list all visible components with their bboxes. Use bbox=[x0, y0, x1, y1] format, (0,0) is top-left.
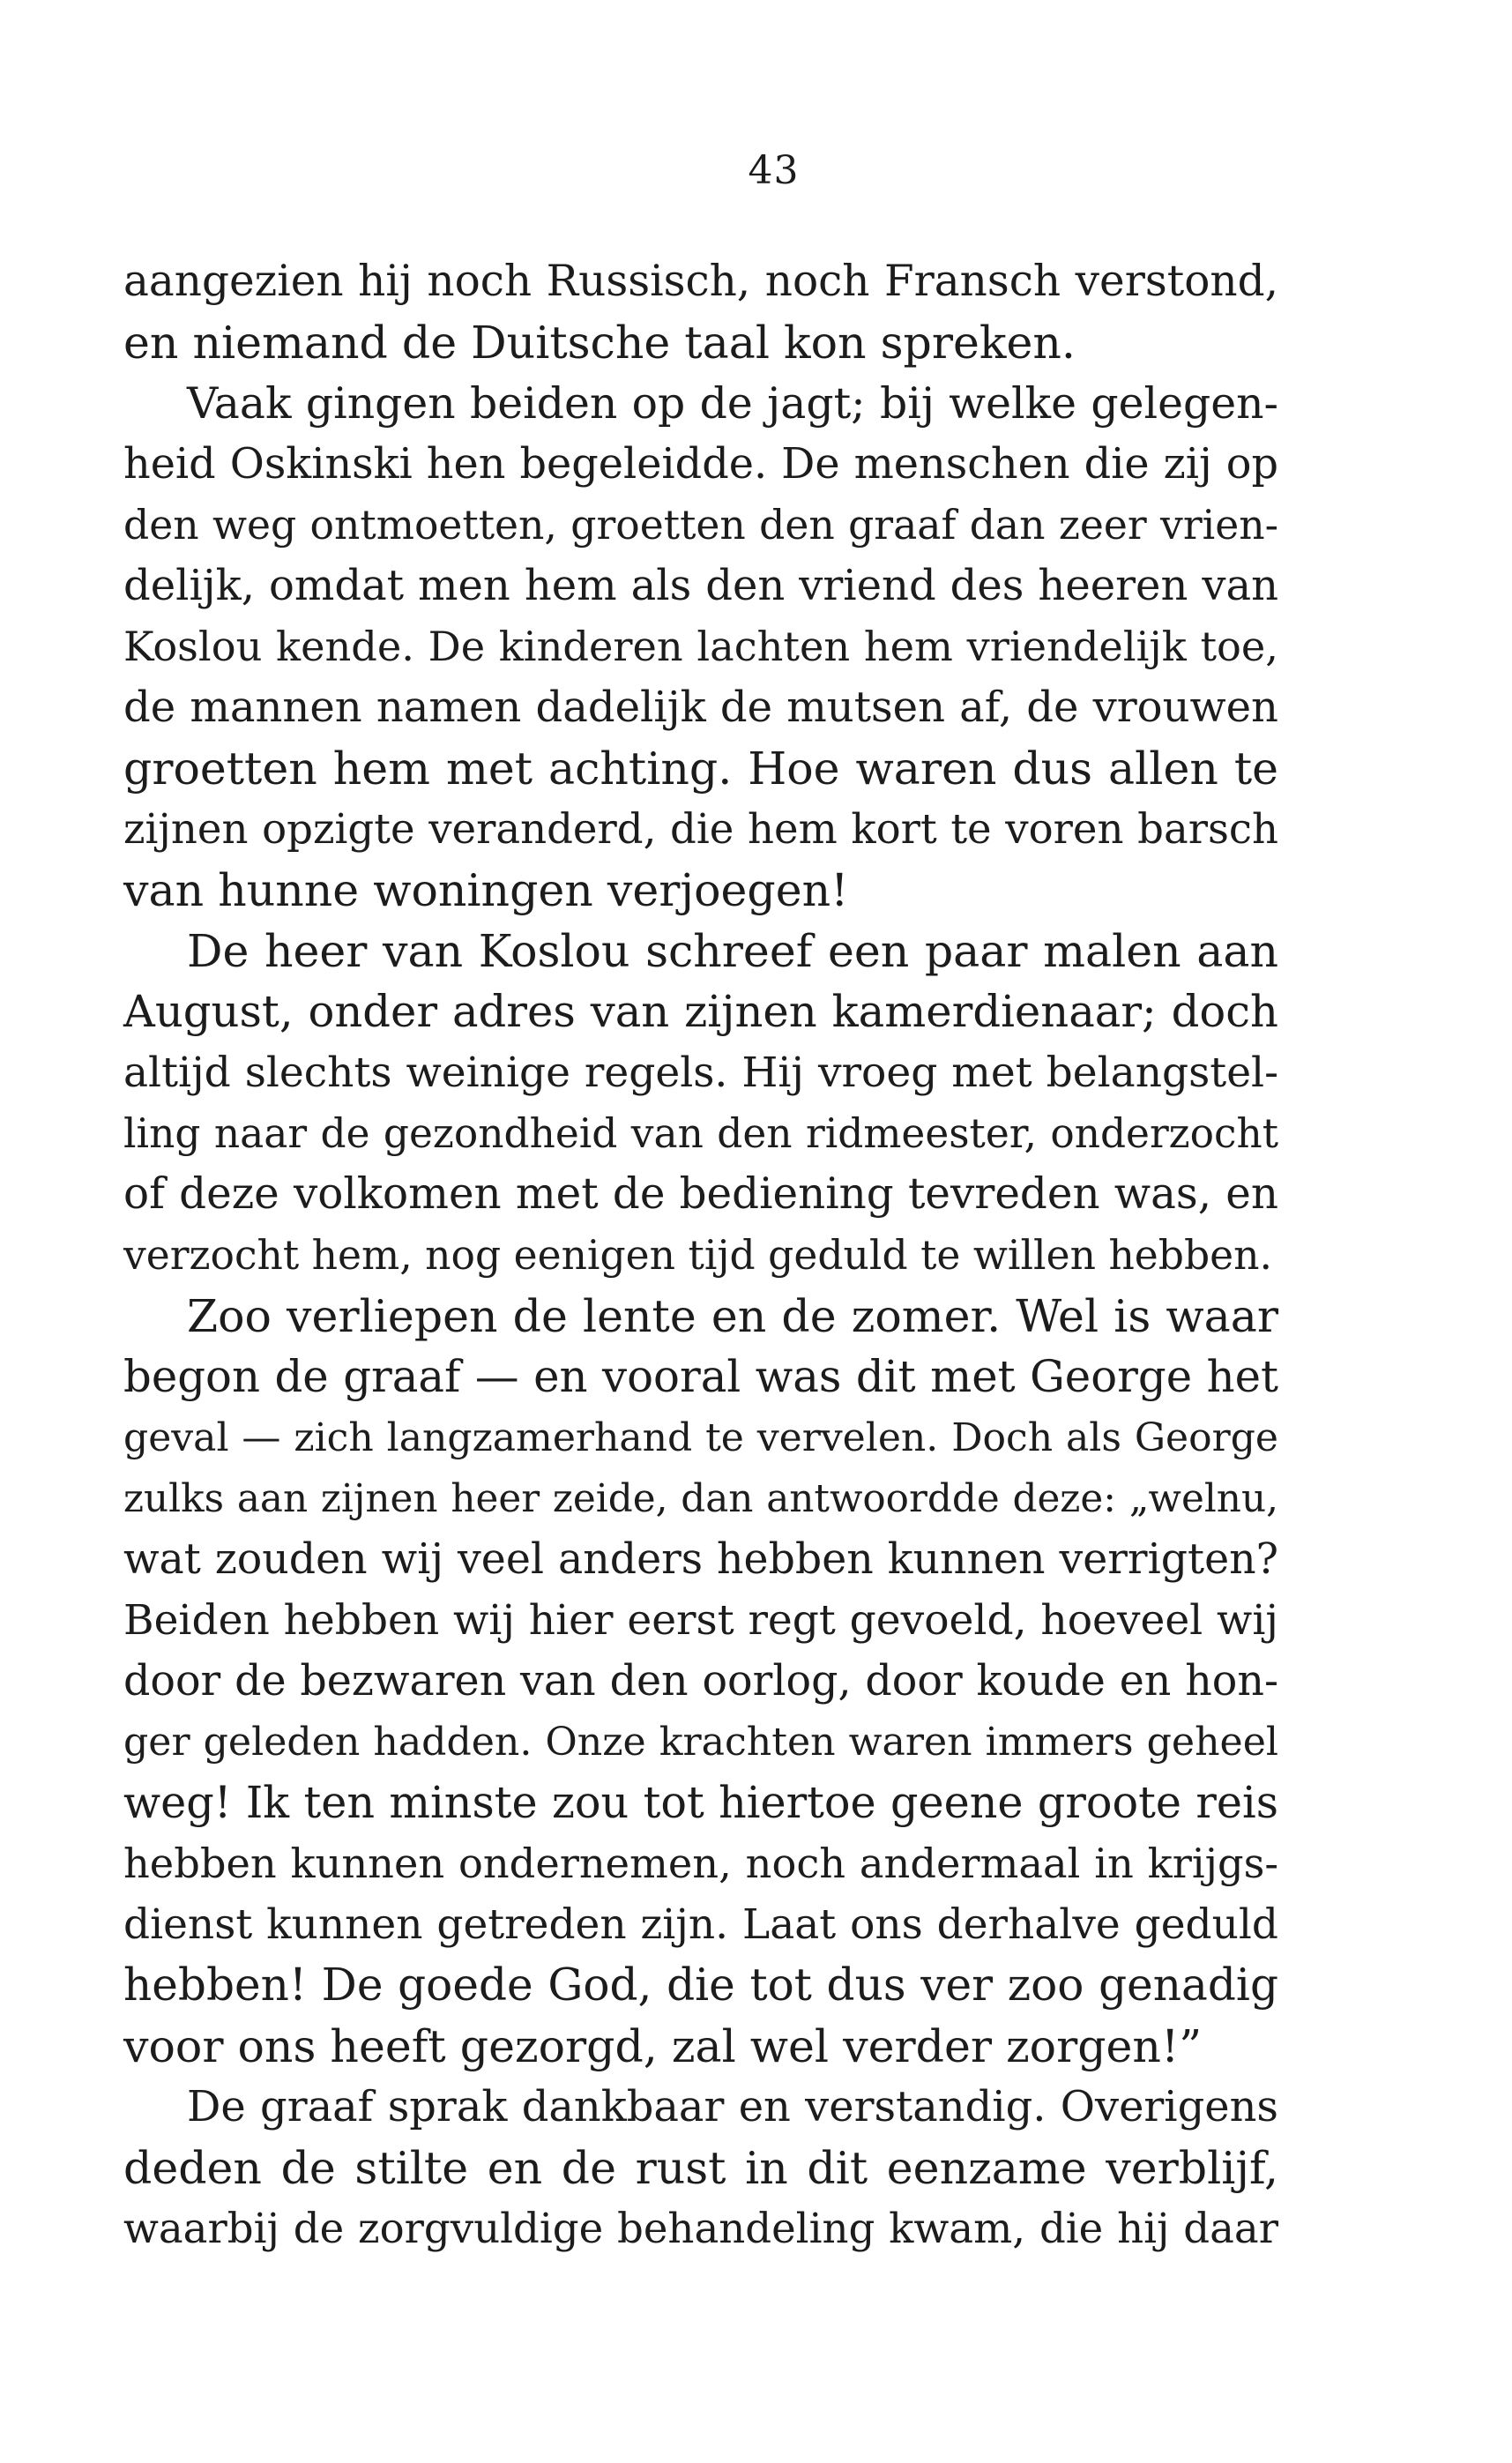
text-line: zulks aan zijnen heer zeide, dan antwoordde deze: „welnu, bbox=[123, 1476, 1278, 1521]
text-line: de mannen namen dadelijk de mutsen af, de vrouwen bbox=[123, 683, 1278, 732]
text-line: hebben kunnen ondernemen, noch andermaal in krijgs- bbox=[123, 1840, 1278, 1887]
text-line: ling naar de gezondheid van den ridmeester, onderzocht bbox=[123, 1110, 1278, 1157]
text-line: begon de graaf — en vooral was dit met George het bbox=[123, 1351, 1278, 1402]
text-line: Zoo verliepen de lente en de zomer. Wel is waar bbox=[187, 1290, 1278, 1342]
text-line: van hunne woningen verjoegen! bbox=[123, 864, 849, 916]
text-line: dienst kunnen getreden zijn. Laat ons derhalve geduld bbox=[123, 1900, 1278, 1949]
page-number: 43 bbox=[748, 148, 800, 193]
text-line: hebben! De goede God, die tot dus ver zoo genadig bbox=[123, 1959, 1278, 2011]
text-line: door de bezwaren van den oorlog, door koude en hon- bbox=[123, 1657, 1278, 1705]
text-line: De graaf sprak dankbaar en verstandig. Overigens bbox=[187, 2083, 1278, 2131]
text-line: delijk, omdat men hem als den vriend des heeren van bbox=[123, 561, 1278, 610]
text-line: wat zouden wij veel anders hebben kunnen verrigten? bbox=[123, 1535, 1278, 1584]
text-line: verzocht hem, nog eenigen tijd geduld te willen hebben. bbox=[123, 1232, 1272, 1279]
text-line: groetten hem met achting. Hoe waren dus allen te bbox=[123, 743, 1278, 795]
text-line: en niemand de Duitsche taal kon spreken. bbox=[123, 317, 1076, 369]
text-line: August, onder adres van zijnen kamerdienaar; doch bbox=[123, 986, 1278, 1037]
text-line: of deze volkomen met de bediening tevreden was, en bbox=[123, 1169, 1278, 1219]
text-line: De heer van Koslou schreef een paar malen aan bbox=[187, 925, 1278, 977]
body-text bbox=[123, 251, 1278, 2259]
text-line: weg! Ik ten minste zou tot hiertoe geene groote reis bbox=[123, 1777, 1278, 1828]
text-line: Vaak gingen beiden op de jagt; bij welke gelegen- bbox=[187, 378, 1278, 429]
text-line: Beiden hebben wij hier eerst regt gevoeld, hoeveel wij bbox=[123, 1596, 1278, 1645]
text-line: geval — zich langzamerhand te vervelen. Doch als George bbox=[123, 1415, 1278, 1460]
text-line: ger geleden hadden. Onze krachten waren immers geheel bbox=[123, 1720, 1278, 1765]
text-line: altijd slechts weinige regels. Hij vroeg met belangstel- bbox=[123, 1049, 1278, 1097]
text-line: waarbij de zorgvuldige behandeling kwam, die hij daar bbox=[123, 2205, 1278, 2252]
text-line: zijnen opzigte veranderd, die hem kort te voren barsch bbox=[123, 805, 1278, 853]
text-line: heid Oskinski hen begeleidde. De menschen die zij op bbox=[123, 440, 1278, 489]
text-line: aangezien hij noch Russisch, noch Fransch verstond, bbox=[123, 257, 1278, 306]
text-line: den weg ontmoetten, groetten den graaf dan zeer vrien- bbox=[123, 502, 1278, 549]
text-line: voor ons heeft gezorgd, zal wel verder zorgen!” bbox=[123, 2020, 1203, 2072]
text-line: deden de stilte en de rust in dit eenzame verblijf, bbox=[123, 2142, 1278, 2194]
text-line: Koslou kende. De kinderen lachten hem vriendelijk toe, bbox=[123, 623, 1278, 670]
